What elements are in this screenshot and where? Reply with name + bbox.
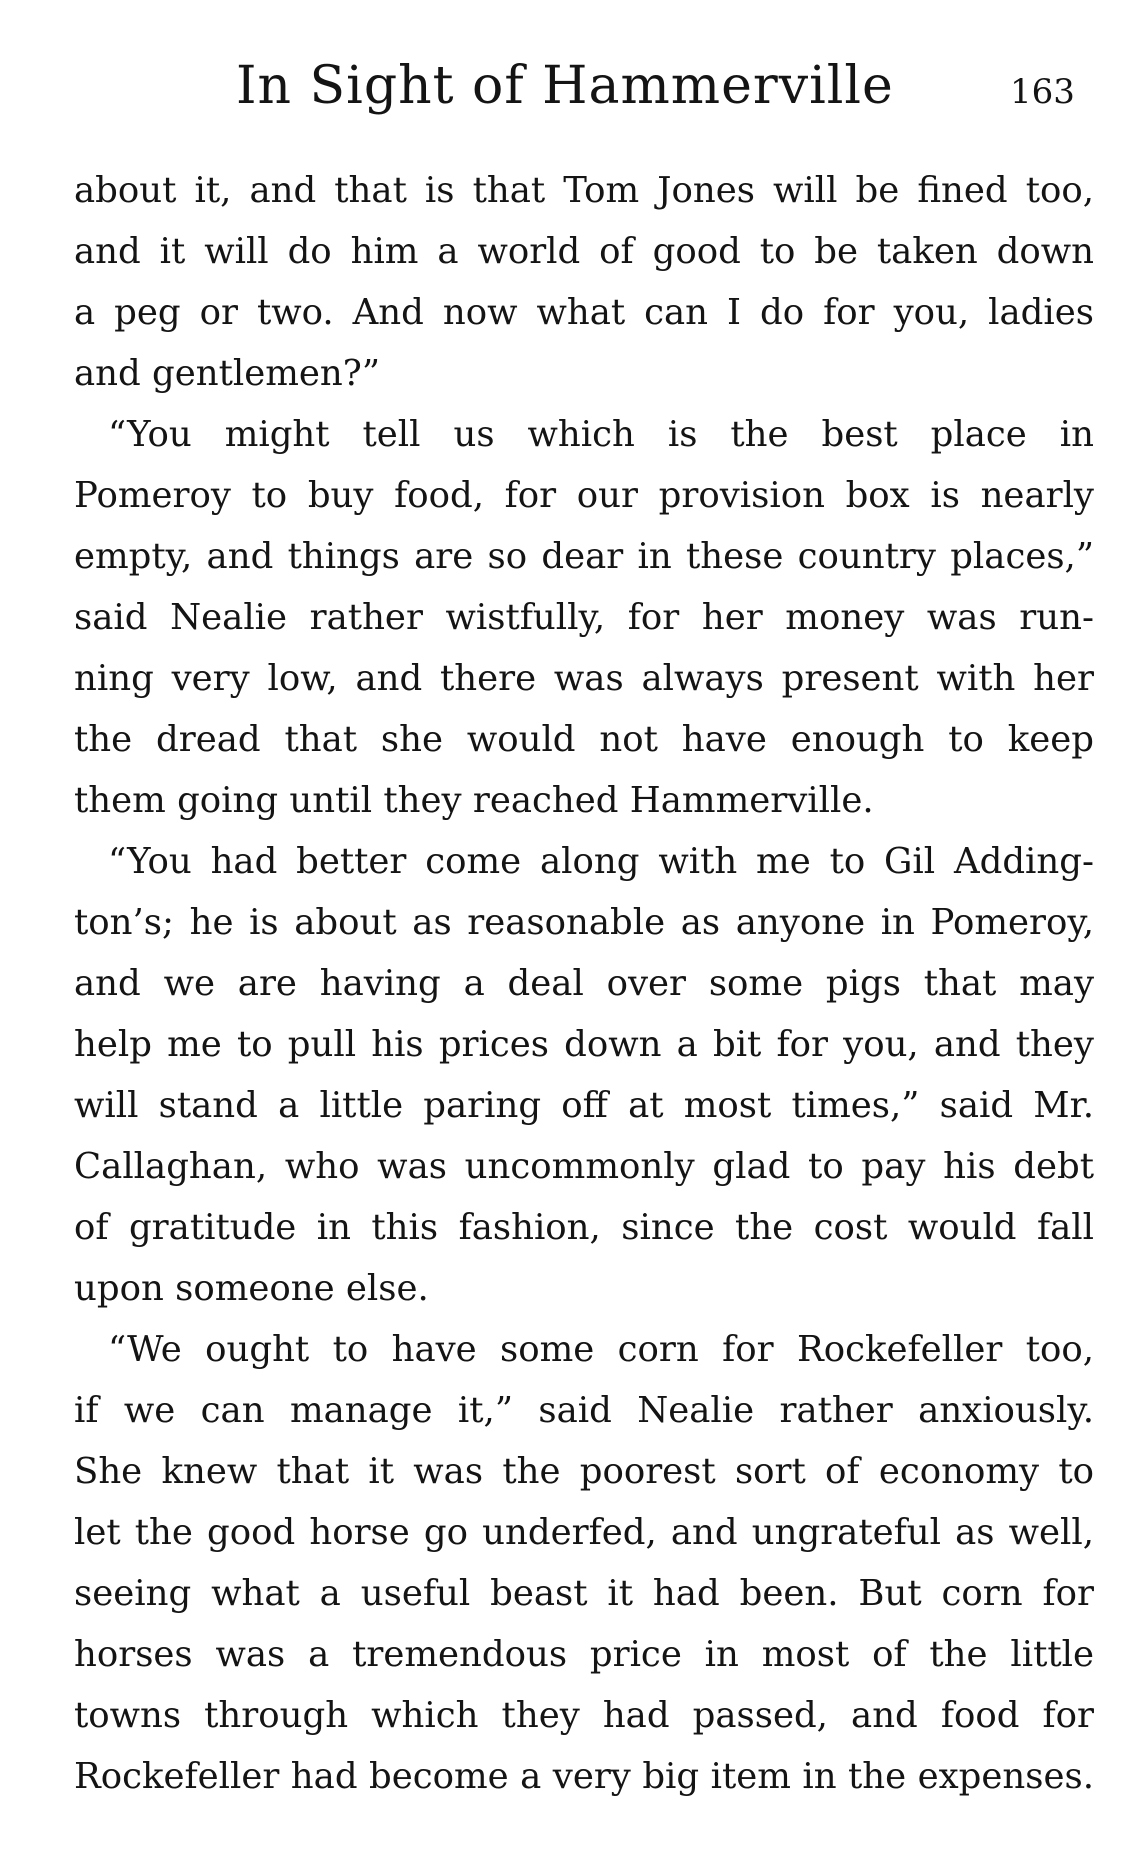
text-line: empty, and things are so dear in these country places,” xyxy=(74,536,1094,577)
text-line: horses was a tremendous price in most of the little xyxy=(74,1634,1094,1675)
running-head xyxy=(0,46,1147,126)
text-line: the dread that she would not have enough to keep xyxy=(74,719,1094,760)
paragraph-end-line: upon someone else. xyxy=(74,1268,429,1309)
text-line: and we are having a deal over some pigs that may xyxy=(74,963,1094,1004)
text-line: ton’s; he is about as reasonable as anyone in Pomeroy, xyxy=(74,902,1094,943)
paragraph-start-line: “You had better come along with me to Gil Adding- xyxy=(108,841,1094,882)
text-line: about it, and that is that Tom Jones will be fined too, xyxy=(74,170,1094,211)
text-line: will stand a little paring off at most times,” said Mr. xyxy=(74,1085,1094,1126)
text-line: Rockefeller had become a very big item in the expenses. xyxy=(74,1756,1094,1797)
text-line: said Nealie rather wistfully, for her money was run- xyxy=(74,597,1094,638)
text-line: if we can manage it,” said Nealie rather anxiously. xyxy=(74,1390,1094,1431)
text-line: and it will do him a world of good to be taken down xyxy=(74,231,1094,272)
text-line: seeing what a useful beast it had been. But corn for xyxy=(74,1573,1094,1614)
text-line: a peg or two. And now what can I do for you, ladies xyxy=(74,292,1094,333)
paragraph-end-line: and gentlemen?” xyxy=(74,353,380,394)
page-number: 163 xyxy=(1010,72,1075,112)
paragraph-start-line: “You might tell us which is the best place in xyxy=(108,414,1094,455)
text-line: let the good horse go underfed, and ungrateful as well, xyxy=(74,1512,1094,1553)
running-title: In Sight of Hammerville xyxy=(236,56,894,116)
text-line: towns through which they had passed, and food for xyxy=(74,1695,1094,1736)
paragraph-end-line: them going until they reached Hammerville. xyxy=(74,780,874,821)
text-line: of gratitude in this fashion, since the cost would fall xyxy=(74,1207,1094,1248)
paragraph-start-line: “We ought to have some corn for Rockefeller too, xyxy=(108,1329,1094,1370)
text-line: help me to pull his prices down a bit for you, and they xyxy=(74,1024,1094,1065)
text-line: She knew that it was the poorest sort of economy to xyxy=(74,1451,1094,1492)
text-line: ning very low, and there was always present with her xyxy=(74,658,1094,699)
text-line: Pomeroy to buy food, for our provision box is nearly xyxy=(74,475,1094,516)
body-text xyxy=(74,160,1094,1807)
text-line: Callaghan, who was uncommonly glad to pay his debt xyxy=(74,1146,1094,1187)
